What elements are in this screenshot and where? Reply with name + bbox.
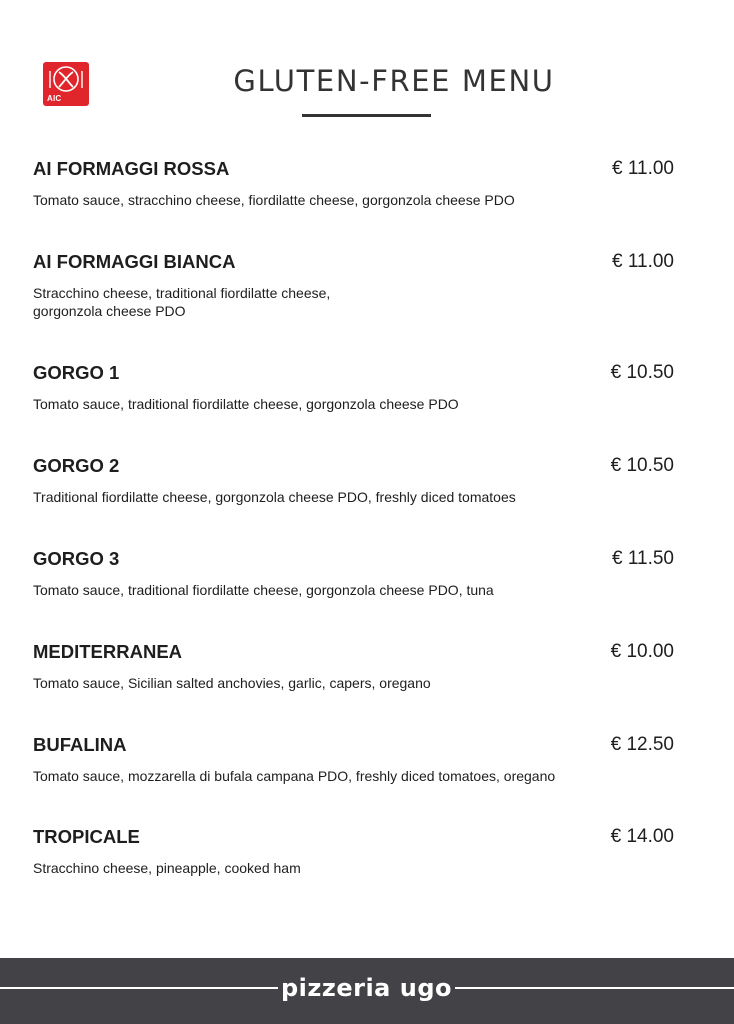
item-description: Tomato sauce, mozzarella di bufala campana PDO, freshly diced tomatoes, oregano bbox=[33, 768, 556, 784]
footer-divider-left bbox=[0, 987, 278, 989]
item-description: Stracchino cheese, pineapple, cooked ham bbox=[33, 860, 301, 876]
footer-bar bbox=[0, 958, 734, 1024]
footer-brand: pizzeria ugo bbox=[281, 974, 452, 1002]
item-price: € 10.00 bbox=[610, 641, 674, 662]
item-price: € 11.00 bbox=[612, 158, 674, 179]
title-underline bbox=[302, 114, 431, 117]
item-name: MEDITERRANEA bbox=[33, 641, 183, 662]
item-description: Traditional fiordilatte cheese, gorgonzola cheese PDO, freshly diced tomatoes bbox=[33, 489, 516, 505]
logo-text: AIC bbox=[47, 94, 62, 103]
footer-divider-right bbox=[455, 987, 734, 989]
item-name: AI FORMAGGI BIANCA bbox=[33, 251, 236, 272]
item-description-line: Stracchino cheese, traditional fiordilatte cheese, bbox=[33, 285, 331, 301]
item-name: TROPICALE bbox=[33, 826, 140, 847]
item-description: Tomato sauce, traditional fiordilatte cheese, gorgonzola cheese PDO, tuna bbox=[33, 582, 494, 598]
item-price: € 14.00 bbox=[610, 826, 674, 847]
item-name: BUFALINA bbox=[33, 734, 127, 755]
item-name: GORGO 1 bbox=[33, 362, 120, 383]
item-description: Tomato sauce, traditional fiordilatte cheese, gorgonzola cheese PDO bbox=[33, 396, 459, 412]
item-price: € 11.50 bbox=[612, 548, 674, 569]
item-name: GORGO 3 bbox=[33, 548, 120, 569]
item-name: GORGO 2 bbox=[33, 455, 120, 476]
item-name: AI FORMAGGI ROSSA bbox=[33, 158, 230, 179]
item-description: Tomato sauce, stracchino cheese, fiordilatte cheese, gorgonzola cheese PDO bbox=[33, 192, 515, 208]
item-description bbox=[33, 284, 633, 320]
page-title: GLUTEN-FREE MENU bbox=[233, 64, 555, 98]
item-description-line: gorgonzola cheese PDO bbox=[33, 303, 186, 319]
item-price: € 12.50 bbox=[610, 734, 674, 755]
item-price: € 10.50 bbox=[610, 362, 674, 383]
item-price: € 11.00 bbox=[612, 251, 674, 272]
item-price: € 10.50 bbox=[610, 455, 674, 476]
item-description: Tomato sauce, Sicilian salted anchovies, garlic, capers, oregano bbox=[33, 675, 431, 691]
